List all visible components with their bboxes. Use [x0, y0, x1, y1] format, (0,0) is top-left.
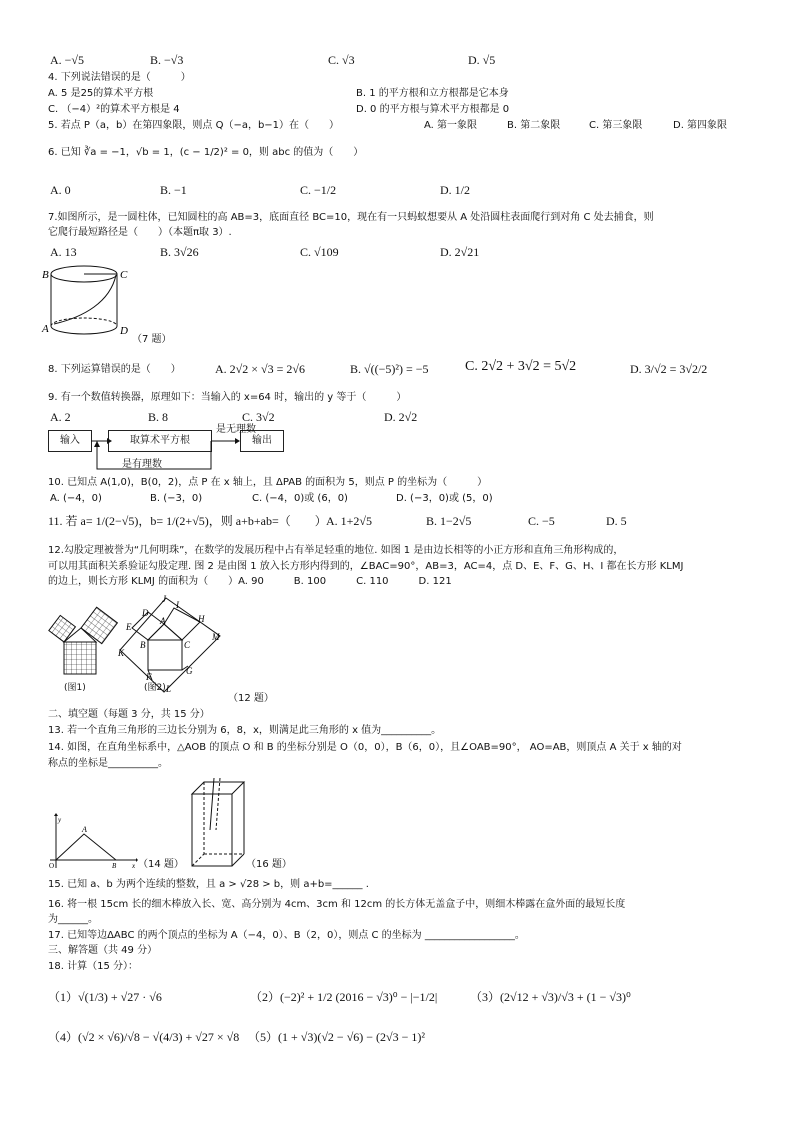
svg-text:H: H	[198, 614, 205, 624]
q11-stem: 11. 若 a= 1/(2−√5)，b= 1/(2+√5)，则 a+b+ab=（ ）	[48, 514, 327, 528]
q18-expr-4: （4）(√2 × √6)/√8 − √(4/3) + √27 × √8	[48, 1030, 240, 1044]
fig1-label: (图1)	[64, 683, 86, 693]
q8-stem: 8. 下列运算错误的是（ ）	[48, 364, 181, 375]
q9-option-d: D. 2√2	[384, 410, 418, 424]
svg-text:D: D	[142, 608, 149, 618]
q11-option-c: C. −5	[528, 514, 555, 528]
q5-option-a: A. 第一象限	[424, 120, 478, 131]
q3-option-a: A. −√5	[50, 53, 85, 67]
q8-option-a: A. 2√2 × √3 = 2√6	[215, 362, 305, 376]
flow-input-box: 输入	[48, 430, 92, 452]
q14-caption: （14 题）	[138, 859, 184, 870]
q6-option-b: B. −1	[160, 183, 187, 197]
q10-stem: 10. 已知点 A(1,0)，B(0，2)，点 P 在 x 轴上，且 ΔPAB 的面积为 5，则点 P 的坐标为（ ）	[48, 477, 488, 488]
q9-option-b: B. 8	[148, 410, 169, 424]
q7-option-d: D. 2√21	[440, 245, 480, 259]
q7-option-a: A. 13	[50, 245, 77, 259]
q7-stem-line2: 它爬行最短路径是（ ）（本题π取 3）.	[48, 227, 232, 238]
q14-stem-line1: 14. 如图，在直角坐标系中，△AOB 的顶点 O 和 B 的坐标分别是 O（0，0），B（6，0），且∠OAB=90°， AO=AB，则顶点 A 关于 x 轴的对	[48, 742, 682, 753]
svg-text:O: O	[49, 862, 55, 870]
box-figure	[190, 778, 250, 868]
q9-stem: 9. 有一个数值转换器，原理如下：当输入的 x=64 时，输出的 y 等于（ ）	[48, 392, 407, 403]
pythagoras-figure-1	[46, 604, 116, 676]
coordinate-figure	[46, 812, 138, 870]
svg-text:y: y	[58, 816, 62, 824]
section-fill-blank-title: 二、填空题（每题 3 分，共 15 分）	[48, 709, 210, 720]
svg-text:I: I	[176, 600, 179, 610]
pythagoras-figure-2	[118, 594, 228, 694]
q12-stem-line3: 的边上，则长方形 KLMJ 的面积为（ ）A. 90 B. 100 C. 110 D. 121	[48, 576, 452, 587]
q7-caption: （7 题）	[132, 334, 172, 345]
q12-stem-line1: 12.勾股定理被誉为“几何明珠”，在数学的发展历程中占有举足轻重的地位. 如图 1 是由边长相等的小正方形和直角三角形构成的，	[48, 545, 624, 556]
q16-stem-line1: 16. 将一根 15cm 长的细木棒放入长、宽、高分别为 4cm、3cm 和 12cm 的长方体无盖盒子中，则细木棒露在盒外面的最短长度	[48, 899, 626, 910]
q3-option-c: C. √3	[328, 53, 355, 67]
svg-text:F: F	[146, 672, 152, 682]
q17-stem: 17. 已知等边ΔABC 的两个顶点的坐标为 A（−4，0）、B（2，0），则点 C 的坐标为 __________________。	[48, 930, 525, 941]
fig2-label: (图2)	[144, 683, 166, 693]
svg-text:A: A	[82, 825, 87, 834]
q5-option-c: C. 第三象限	[589, 120, 643, 131]
q12-stem-line2: 可以用其面积关系验证勾股定理. 图 2 是由图 1 放入长方形内得到的，∠BAC=90°，AB=3，AC=4，点 D、E、F、G、H、I 都在长方形 KLMJ	[48, 561, 684, 572]
cylinder-figure	[44, 262, 134, 342]
svg-text:C: C	[184, 640, 191, 650]
q4-option-d: D. 0 的平方根与算术平方根都是 0	[356, 104, 510, 115]
label-b: B	[42, 269, 49, 281]
label-c: C	[120, 269, 128, 281]
svg-text:E: E	[126, 622, 132, 632]
flow-arrows	[40, 425, 290, 475]
q8-option-b: B. √((−5)²) = −5	[350, 362, 429, 376]
label-a: A	[42, 323, 49, 335]
q11-option-a: A. 1+2√5	[326, 514, 373, 528]
q3-option-b: B. −√3	[150, 53, 184, 67]
q3-option-d: D. √5	[468, 53, 496, 67]
q4-option-b: B. 1 的平方根和立方根都是它本身	[356, 88, 509, 99]
q14-stem-line2: 称点的坐标是__________。	[48, 758, 168, 769]
q10-option-a: A. (−4，0)	[50, 493, 102, 504]
svg-text:A: A	[160, 616, 166, 626]
svg-text:L: L	[166, 684, 172, 694]
q4-stem: 4. 下列说法错误的是（ ）	[48, 72, 191, 83]
flow-process-box: 取算术平方根	[108, 430, 212, 452]
section-answer-title: 三、解答题（共 49 分）	[48, 945, 158, 956]
q16-stem-line2: 为______。	[48, 914, 98, 925]
q12-caption: （12 题）	[228, 693, 274, 704]
svg-text:K: K	[118, 648, 125, 658]
svg-text:G: G	[186, 666, 193, 676]
q13-stem: 13. 若一个直角三角形的三边长分别为 6，8，x，则满足此三角形的 x 值为__________。	[48, 725, 442, 736]
q5-option-b: B. 第二象限	[507, 120, 561, 131]
q15-stem: 15. 已知 a、b 为两个连续的整数，且 a > √28 > b，则 a+b=______ .	[48, 879, 369, 890]
q6-option-a: A. 0	[50, 183, 71, 197]
q6-stem: 6. 已知 ∛a = −1，√b = 1，(c − 1/2)² = 0，则 abc 的值为（ ）	[48, 147, 364, 158]
q5-stem: 5. 若点 P（a，b）在第四象限，则点 Q（−a，b−1）在（ ）	[48, 120, 340, 131]
q10-option-b: B. (−3，0)	[150, 493, 203, 504]
q9-option-c: C. 3√2	[242, 410, 275, 424]
q4-option-c: C. （−4）²的算术平方根是 4	[48, 104, 180, 115]
q7-stem-line1: 7.如图所示，是一圆柱体，已知圆柱的高 AB=3，底面直径 BC=10，现在有一只蚂蚁想要从 A 处沿圆柱表面爬行到对角 C 处去捕食，则	[48, 212, 654, 223]
q18-expr-5: （5）(1 + √3)(√2 − √6) − (2√3 − 1)²	[248, 1030, 425, 1044]
svg-text:B: B	[112, 862, 117, 870]
q18-expr-1: （1）√(1/3) + √27 · √6	[48, 990, 162, 1004]
q6-option-c: C. −1/2	[300, 183, 337, 197]
q6-option-d: D. 1/2	[440, 183, 470, 197]
q11-option-b: B. 1−2√5	[426, 514, 472, 528]
q18-expr-2: （2）(−2)² + 1/2 (2016 − √3)⁰ − |−1/2|	[250, 990, 438, 1004]
label-d: D	[120, 325, 128, 337]
q9-option-a: A. 2	[50, 410, 71, 424]
q16-caption: （16 题）	[246, 859, 292, 870]
svg-text:J: J	[162, 594, 166, 604]
svg-text:B: B	[140, 640, 146, 650]
q7-option-b: B. 3√26	[160, 245, 199, 259]
q18-stem: 18. 计算（15 分）：	[48, 961, 138, 972]
q5-option-d: D. 第四象限	[673, 120, 728, 131]
flow-output-box: 输出	[240, 430, 284, 452]
q4-option-a: A. 5 是25的算术平方根	[48, 88, 154, 99]
flow-rational-label: 是有理数	[122, 459, 162, 470]
flow-irrational-label: 是无理数	[216, 424, 256, 435]
q11-option-d: D. 5	[606, 514, 627, 528]
svg-text:M: M	[212, 632, 220, 642]
q18-expr-3: （3）(2√12 + √3)/√3 + (1 − √3)⁰	[470, 990, 631, 1004]
q8-option-d: D. 3/√2 = 3√2/2	[630, 362, 708, 376]
q10-option-d: D. (−3，0)或 (5，0)	[396, 493, 493, 504]
svg-text:x: x	[132, 862, 136, 870]
q8-option-c: C. 2√2 + 3√2 = 5√2	[465, 359, 577, 374]
q10-option-c: C. (−4，0)或 (6，0)	[252, 493, 348, 504]
q7-option-c: C. √109	[300, 245, 339, 259]
